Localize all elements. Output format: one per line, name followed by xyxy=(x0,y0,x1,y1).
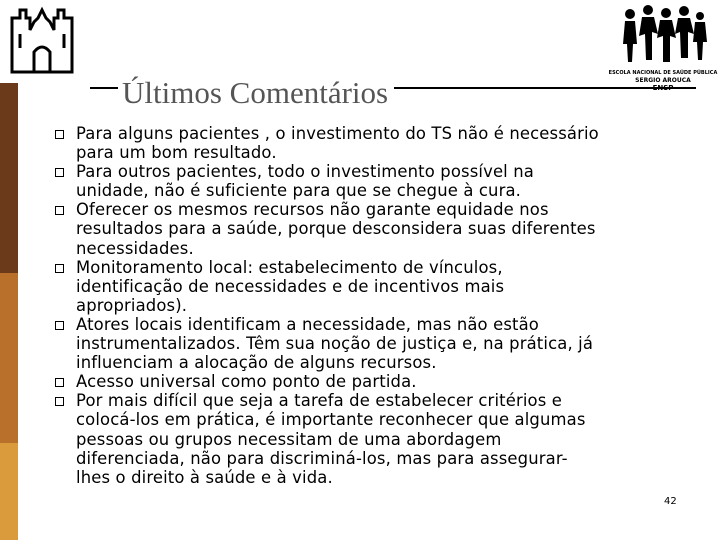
bullet-text-line: pessoas ou grupos necessitam de uma abordagem xyxy=(76,429,502,449)
castle-logo-icon xyxy=(8,4,78,76)
square-bullet-icon xyxy=(55,397,64,406)
bullet-text-line: instrumentalizados. Têm sua noção de justiça e, na prática, já xyxy=(76,334,594,354)
bullet-item xyxy=(52,162,682,200)
left-bar-segment-mid xyxy=(0,273,18,443)
bullet-text-line: para um bom resultado. xyxy=(76,143,277,163)
bullet-item xyxy=(52,200,682,257)
bullet-text-line: identificação de necessidades e de incentivos mais xyxy=(76,276,505,296)
bullet-text-line: lhes o direito à saúde e à vida. xyxy=(76,467,333,487)
left-bar-segment-light xyxy=(0,443,18,540)
bullet-text-line: influenciam a alocação de alguns recursos. xyxy=(76,353,437,373)
page-number: 42 xyxy=(664,496,677,507)
square-bullet-icon xyxy=(55,378,64,387)
square-bullet-icon xyxy=(55,321,64,330)
bullet-text-line: Atores locais identificam a necessidade, mas não estão xyxy=(76,314,539,334)
slide-title: Últimos Comentários xyxy=(118,74,394,112)
bullet-text-line: colocá-los em prática, é importante reconhecer que algumas xyxy=(76,410,586,430)
bullet-text-line: apropriados). xyxy=(76,295,188,315)
bullet-text-line: Oferecer os mesmos recursos não garante equidade nos xyxy=(76,200,549,220)
bullet-item xyxy=(52,391,682,486)
bullet-text-line: resultados para a saúde, porque desconsidera suas diferentes xyxy=(76,219,596,239)
bullet-text-line: Por mais difícil que seja a tarefa de estabelecer critérios e xyxy=(76,391,563,411)
square-bullet-icon xyxy=(55,206,64,215)
bullet-text-line: unidade, não é suficiente para que se chegue à cura. xyxy=(76,181,522,201)
bullet-text-line: Para alguns pacientes , o investimento do TS não é necessário xyxy=(76,124,599,143)
ensp-logo-line1: ESCOLA NACIONAL DE SAÚDE PÚBLICA xyxy=(608,70,718,76)
bullet-text-line: Acesso universal como ponto de partida. xyxy=(76,372,417,392)
left-bar-segment-dark xyxy=(0,83,18,273)
bullet-text-line: diferenciada, não para discriminá-los, mas para assegurar- xyxy=(76,448,568,468)
bullet-text-line: Monitoramento local: estabelecimento de vínculos, xyxy=(76,257,503,277)
square-bullet-icon xyxy=(55,130,64,139)
bullet-item xyxy=(52,258,682,315)
ensp-logo xyxy=(608,4,718,92)
bullet-text-line: necessidades. xyxy=(76,238,194,258)
bullet-list xyxy=(52,124,682,487)
bullet-item xyxy=(52,372,682,391)
bullet-item xyxy=(52,315,682,372)
ensp-figures-icon xyxy=(608,4,718,66)
left-decorative-bar xyxy=(0,83,18,540)
bullet-text-line: Para outros pacientes, todo o investimento possível na xyxy=(76,162,534,182)
bullet-item xyxy=(52,124,682,162)
square-bullet-icon xyxy=(55,264,64,273)
ensp-logo-line2: SERGIO AROUCA xyxy=(635,77,691,84)
square-bullet-icon xyxy=(55,168,64,177)
